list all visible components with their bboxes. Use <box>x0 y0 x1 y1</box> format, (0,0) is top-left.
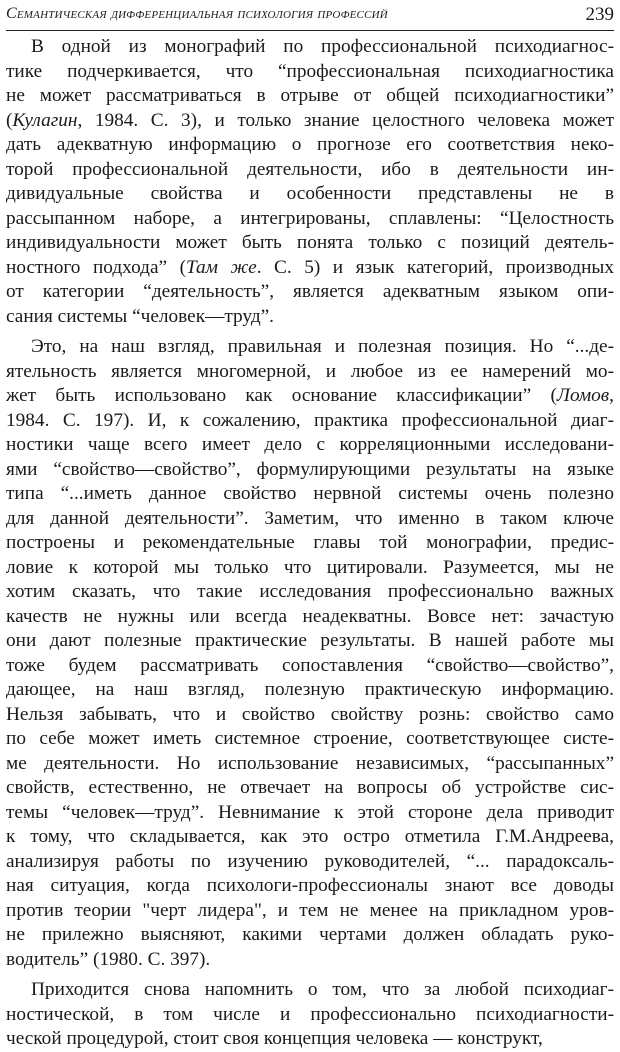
text-line: построены и рекомендательные главы той монографии, предис- <box>6 532 614 553</box>
text-line: свойств, естественно, не отвечает на вопросы об устройстве сис- <box>6 777 614 798</box>
header-divider <box>6 30 614 31</box>
text-line: ловие к которой мы только что цитировали. Разумеется, мы не <box>6 556 614 578</box>
text-line: тоже будем рассматривать сопоставления “свойство—свойство”, <box>6 654 614 676</box>
text-line: ностного подхода” (Там же. С. 5) и язык категорий, производных <box>6 256 614 278</box>
text-line: типа “...иметь данное свойство нервной системы очень полезно <box>6 483 614 504</box>
paragraph <box>6 35 614 329</box>
text-line: 1984. С. 197). И, к сожалению, практика профессиональной диаг- <box>6 409 614 431</box>
text-line: анализируя работы по изучению руководителей, “... парадоксаль- <box>6 850 614 872</box>
text-line: против теории "черт лидера", и тем не менее на прикладном уров- <box>6 899 614 921</box>
text-line: темы “человек—труд”. Невнимание к этой стороне дела приводит <box>6 801 614 823</box>
text-line: водитель” (1980. С. 397). <box>6 948 211 970</box>
text-line: хотим сказать, что такие исследования профессионально важных <box>6 581 614 602</box>
text-line: Нельзя забывать, что и свойство свойству рознь: свойство само <box>6 703 614 725</box>
paragraph <box>6 978 614 1052</box>
text-line: ностики чаще всего имеет дело с корреляционными исследовани- <box>6 434 614 455</box>
text-line: по себе может иметь системное строение, соответствующее систе- <box>6 728 614 749</box>
text-line: ностической, в том числе и профессионально психодиагности- <box>6 1003 614 1025</box>
running-header-title: Семантическая дифференциальная психология профессий <box>6 5 388 22</box>
text-line: не прилежно выясняют, какими чертами должен обладать руко- <box>6 924 614 945</box>
text-line: сания системы “человек—труд”. <box>6 305 275 327</box>
text-line: индивидуальности может быть понята только с позиций деятель- <box>6 232 614 253</box>
text-line: к тому, что складывается, как это остро отметила Г.М.Андреева, <box>6 826 614 847</box>
text-line: от категории “деятельность”, является адекватным языком опи- <box>6 281 614 302</box>
text-line: не может рассматриваться в отрыве от общей психодиагностики” <box>6 85 614 106</box>
text-line: для данной деятельности”. Заметим, что именно в таком ключе <box>6 507 614 529</box>
text-line: ме деятельности. Но использование независимых, “рассыпанных” <box>6 752 614 774</box>
text-line: дать адекватную информацию о прогнозе его соответствия неко- <box>6 134 614 155</box>
text-line: дающее, на наш взгляд, полезную практическую информацию. <box>6 679 614 700</box>
text-line: жет быть использовано как основание классификации” (Ломов, <box>6 385 614 406</box>
running-header <box>6 4 614 28</box>
text-line: дивидуальные свойства и особенности представлены не в <box>6 183 614 204</box>
text-line: торой профессиональной деятельности, ибо в деятельности ин- <box>6 158 614 180</box>
body-text <box>6 35 614 1052</box>
paragraph <box>6 335 614 972</box>
text-line: ями “свойство—свойство”, формулирующими результаты на языке <box>6 458 614 480</box>
text-line: тике подчеркивается, что “профессиональная психодиагностика <box>6 60 614 82</box>
text-line: ная ситуация, когда психологи-профессионалы знают все доводы <box>6 875 614 896</box>
page-number: 239 <box>585 4 614 25</box>
text-line: ятельность является многомерной, и любое из ее намерений мо- <box>6 360 614 382</box>
text-line: В одной из монографий по профессиональной психодиагнос- <box>31 36 614 57</box>
text-line: рассыпанном наборе, а интегрированы, сплавлены: “Целостность <box>6 207 614 229</box>
text-line: ческой процедурой, стоит своя концепция человека — конструкт, <box>6 1028 543 1049</box>
text-line: они дают полезные практические результаты. В нашей работе мы <box>6 630 614 651</box>
text-line: (Кулагин, 1984. С. 3), и только знание целостного человека может <box>6 109 614 131</box>
text-line: Приходится снова напомнить о том, что за любой психодиаг- <box>31 979 614 1000</box>
text-line: качеств не нужны или всегда неадекватны. Вовсе нет: зачастую <box>6 605 614 627</box>
text-line: Это, на наш взгляд, правильная и полезная позиция. Но “...де- <box>31 336 614 357</box>
